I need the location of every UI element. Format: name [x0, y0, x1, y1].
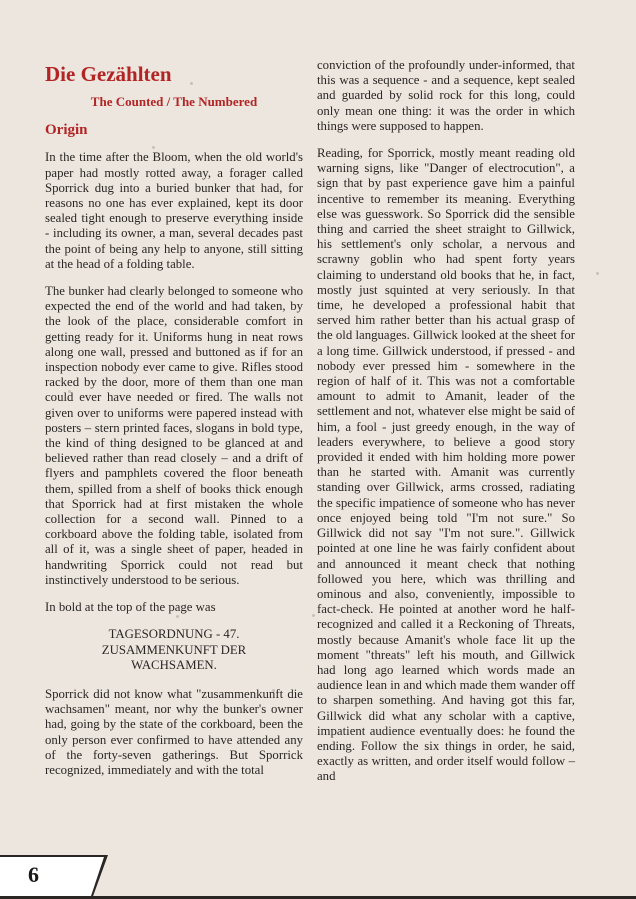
- right-column: [317, 58, 575, 797]
- paragraph: conviction of the profoundly under-informed, that this was a sequence - and a sequence, kept sealed and guarded by solid rock for this long, could only mean one thing: it was the order in which things were supposed to happen.: [317, 58, 575, 133]
- page-number: 6: [28, 862, 39, 887]
- agenda-heading: [45, 627, 303, 673]
- paragraph: In bold at the top of the page was: [45, 600, 216, 615]
- left-column: [45, 58, 303, 790]
- paper-speck: [312, 614, 315, 617]
- paragraph: Reading, for Sporrick, mostly meant reading old warning signs, like "Danger of electrocution", a sign that by past experience gave him a painful incentive to remember its meaning. Everything else was guesswork. So Sporrick did the sensible thing and carried the sheet straight to Gillwick, his settlement's only scholar, a nervous and scrawny goblin who had spent forty years claiming to understand old books that he, in fact, mostly just squinted at very seriously. In that time, he developed a professional habit that served him rather better than his actual grasp of the old languages. Gillwick looked at the sheet for a long time. Gillwick understood, if pressed - and nobody ever pressed him - somewhere in the region of half of it. This was not a comfortable amount to admit to Amanit, leader of the settlement and not, whatever else might be said of him, a fool - just greedy enough, in the way of leaders everywhere, to believe a good story provided it ended with him holding more power than he started with. Amanit was currently standing over Gillwick, arms crossed, radiating the specific impatience of someone who has never once enjoyed being told "I'm not sure." So Gillwick did not say "I'm not sure.". Gillwick pointed at one line he was fairly confident about and announced it meant check that nothing followed you here, which was thrilling and ominous and also, conveniently, impossible to fact-check. He pointed at another word he half-recognized and called it a Reckoning of Threats, mostly because Amanit's whole face lit up the moment "threats" left his mouth, and Gillwick had long ago learned which words made an audience lean in and which made them wander off to sharpen something. And having got this far, Gillwick did what any scholar with a captive, impatient audience eventually does: he found the ending. Follow the six things in order, he said, exactly as written, and order itself would follow – and: [317, 146, 575, 784]
- agenda-heading-line: ZUSAMMENKUNFT DER: [101, 642, 247, 657]
- page-title: Die Gezählten: [45, 62, 172, 86]
- agenda-heading-line: WACHSAMEN.: [131, 657, 217, 672]
- paragraph: The bunker had clearly belonged to someone who expected the end of the world and had taken, by the look of the place, considerable comfort in getting ready for it. Uniforms hung in neat rows along one wall, pressed and buttoned as if for an inspection nobody ever came to give. Rifles stood racked by the door, more of them than one man could ever have needed or fired. The walls not given over to uniforms were papered instead with posters – stern printed faces, slogans in bold type, the kind of thing designed to be glanced at and believed rather than read closely – and a drift of flyers and pamphlets covered the floor beneath them, spilled from a shelf of books thick enough that Sporrick had at first mistaken the whole collection for a second wall. Pinned to a corkboard above the folding table, isolated from all of it, was a single sheet of paper, headed in handwriting Sporrick could not read but instinctively understood to be serious.: [45, 284, 303, 587]
- paragraph: Sporrick did not know what "zusammenkunft die wachsamen" meant, nor why the bunker's owner had, going by the state of the corkboard, been the only person ever confirmed to have attended any of the forty-seven gatherings. But Sporrick recognized, immediately and with the total: [45, 686, 303, 777]
- paper-speck: [596, 272, 599, 275]
- section-heading-origin: Origin: [45, 122, 88, 139]
- agenda-heading-line: TAGESORDNUNG - 47.: [108, 627, 240, 642]
- paragraph: In the time after the Bloom, when the old world's paper had mostly rotted away, a forager called Sporrick dug into a buried bunker that had, for reasons no one has ever explained, kept its door sealed tight enough to preserve everything inside - including its owner, a man, several decades past the point of being any help to anyone, still sitting at the head of a folding table.: [45, 150, 303, 271]
- page-subtitle: The Counted / The Numbered: [90, 94, 258, 109]
- page-number-tab: [0, 857, 104, 899]
